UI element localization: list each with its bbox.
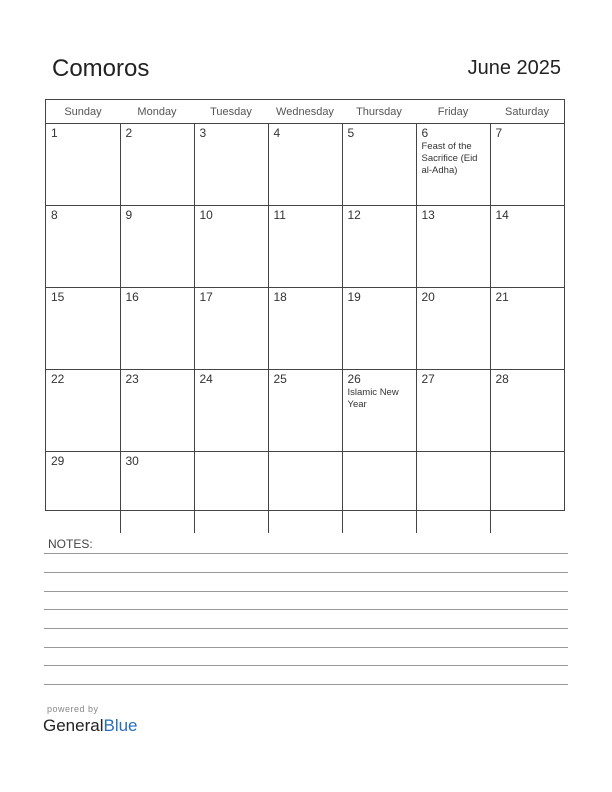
calendar-day-cell	[490, 206, 564, 288]
calendar-day-cell	[416, 288, 490, 370]
calendar-day-cell	[46, 288, 120, 370]
day-number: 23	[125, 372, 139, 386]
calendar-day-cell	[46, 124, 120, 206]
calendar-day-cell	[194, 206, 268, 288]
day-number: 14	[495, 208, 509, 222]
calendar-day-cell	[194, 452, 268, 534]
calendar-week-row	[46, 452, 564, 534]
day-number: 7	[495, 126, 503, 140]
notes-label: NOTES:	[48, 537, 93, 551]
calendar-week-row	[46, 206, 564, 288]
calendar-day-cell	[194, 370, 268, 452]
day-number: 22	[51, 372, 65, 386]
day-number: 9	[125, 208, 133, 222]
calendar-day-cell	[46, 206, 120, 288]
calendar-day-cell	[120, 124, 194, 206]
calendar-day-cell	[46, 370, 120, 452]
day-number: 29	[51, 454, 65, 468]
brand-general: General	[43, 716, 104, 735]
day-number: 4	[273, 126, 281, 140]
brand-blue: Blue	[103, 716, 138, 735]
day-number: 12	[347, 208, 361, 222]
calendar-month-title: June 2025	[467, 57, 561, 79]
day-number: 21	[495, 290, 509, 304]
note-line	[44, 591, 568, 592]
calendar-day-cell	[120, 452, 194, 534]
calendar-day-cell	[120, 370, 194, 452]
day-number: 2	[125, 126, 133, 140]
calendar-country-title: Comoros	[52, 55, 150, 82]
holiday-event: Islamic New Year	[347, 387, 399, 410]
calendar-grid	[45, 99, 565, 511]
note-line	[44, 665, 568, 666]
day-number: 10	[199, 208, 213, 222]
note-line	[44, 647, 568, 648]
calendar-day-cell	[194, 124, 268, 206]
calendar-day-cell	[490, 124, 564, 206]
note-line	[44, 553, 568, 554]
day-number: 18	[273, 290, 287, 304]
day-number: 15	[51, 290, 65, 304]
calendar-day-cell	[268, 452, 342, 534]
note-line	[44, 572, 568, 573]
calendar-day-cell	[268, 288, 342, 370]
calendar-week-row	[46, 370, 564, 452]
day-number: 8	[51, 208, 58, 222]
calendar-day-cell	[490, 288, 564, 370]
calendar-day-cell	[342, 124, 416, 206]
day-number: 11	[273, 208, 286, 222]
calendar-day-cell	[120, 206, 194, 288]
calendar-week-row	[46, 124, 564, 206]
day-number: 20	[421, 290, 435, 304]
calendar-day-cell	[342, 206, 416, 288]
powered-by-text: powered by	[47, 704, 99, 714]
weekday-tuesday: Tuesday	[194, 100, 268, 124]
calendar-day-cell	[416, 452, 490, 534]
calendar-day-cell	[268, 124, 342, 206]
calendar-day-cell	[268, 370, 342, 452]
calendar-day-cell	[194, 288, 268, 370]
weekday-wednesday: Wednesday	[268, 100, 342, 124]
weekday-monday: Monday	[120, 100, 194, 124]
calendar-day-cell	[342, 288, 416, 370]
day-number: 24	[199, 372, 213, 386]
calendar-day-cell	[490, 370, 564, 452]
calendar-day-cell	[342, 452, 416, 534]
calendar-day-cell	[416, 124, 490, 206]
day-number: 1	[51, 126, 58, 140]
calendar-day-cell	[416, 370, 490, 452]
day-number: 5	[347, 126, 355, 140]
day-number: 27	[421, 372, 435, 386]
calendar-day-cell	[342, 370, 416, 452]
calendar-day-cell	[490, 452, 564, 534]
weekday-friday: Friday	[416, 100, 490, 124]
day-number: 19	[347, 290, 361, 304]
weekday-thursday: Thursday	[342, 100, 416, 124]
brand-logo	[43, 716, 138, 736]
day-number: 13	[421, 208, 435, 222]
holiday-event: Feast of the Sacrifice (Eid al-Adha)	[421, 141, 478, 176]
note-line	[44, 628, 568, 629]
day-number: 26	[347, 372, 361, 386]
calendar-day-cell	[268, 206, 342, 288]
day-number: 25	[273, 372, 287, 386]
note-line	[44, 684, 568, 685]
day-number: 30	[125, 454, 139, 468]
day-number: 3	[199, 126, 207, 140]
day-number: 17	[199, 290, 213, 304]
note-line	[44, 609, 568, 610]
day-number: 16	[125, 290, 139, 304]
calendar-day-cell	[120, 288, 194, 370]
weekday-saturday: Saturday	[490, 100, 564, 124]
calendar-week-row	[46, 288, 564, 370]
calendar-day-cell	[46, 452, 120, 534]
calendar-day-cell	[416, 206, 490, 288]
weekday-header-row	[46, 100, 564, 124]
day-number: 28	[495, 372, 509, 386]
weekday-sunday: Sunday	[46, 100, 120, 124]
day-number: 6	[421, 126, 429, 140]
